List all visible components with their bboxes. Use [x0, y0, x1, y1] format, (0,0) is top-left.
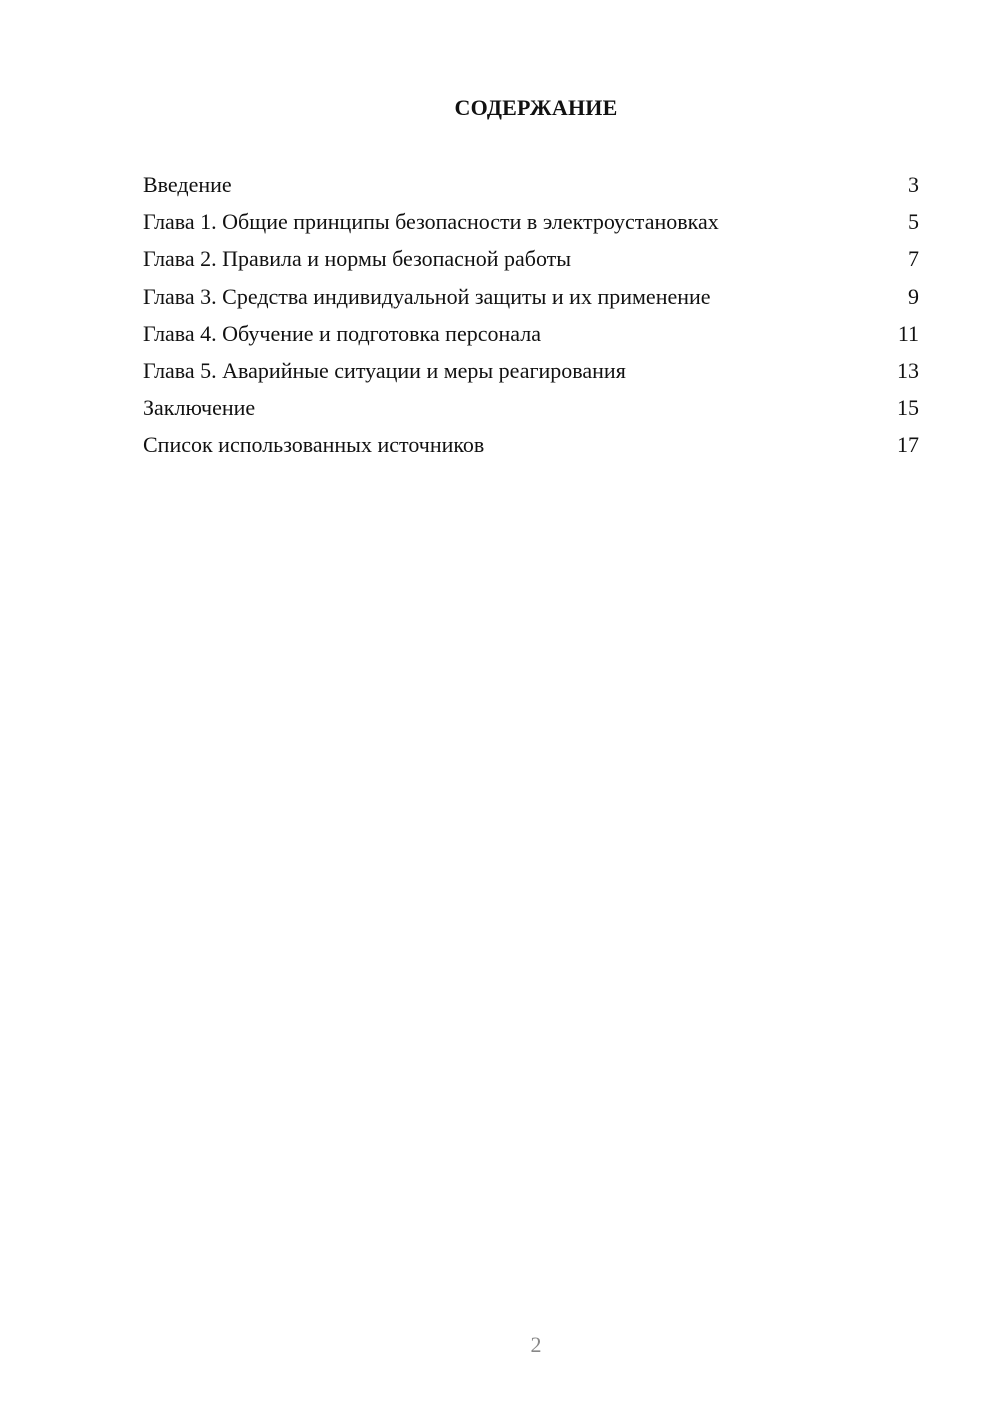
toc-entry-label: Введение: [143, 172, 232, 197]
toc-entry-page: 15: [897, 395, 919, 421]
page-number: 2: [530, 1332, 542, 1357]
toc-entry-label: Заключение: [143, 395, 256, 421]
toc-title: СОДЕРЖАНИЕ: [454, 95, 618, 120]
toc-entry-label: Глава 2. Правила и нормы безопасной работы: [143, 246, 572, 272]
toc-entry: [143, 242, 919, 279]
toc-entry-label: Список использованных источников: [143, 432, 485, 458]
toc-entry: [143, 280, 919, 317]
toc-entry: [143, 391, 919, 428]
toc-entry-page: 11: [897, 320, 919, 346]
toc-entry: [143, 354, 919, 391]
toc-entry-label: Глава 4. Обучение и подготовка персонала: [143, 320, 541, 346]
toc-entry-page: 7: [908, 246, 919, 272]
toc-entry-page: 5: [908, 209, 919, 235]
toc-entry-label: Глава 5. Аварийные ситуации и меры реагирования: [143, 357, 626, 383]
toc-entry: [143, 428, 919, 465]
toc-entry: [143, 205, 919, 242]
toc-entry-page: 9: [908, 283, 919, 309]
toc-entry-page: 17: [897, 432, 919, 458]
toc-entry-label: Глава 1. Общие принципы безопасности в электроустановках: [143, 209, 719, 235]
table-of-contents: [143, 168, 919, 466]
toc-entry-page: 3: [908, 172, 919, 197]
toc-entry-page: 13: [897, 357, 919, 383]
toc-entry: [143, 317, 919, 354]
toc-entry-label: Глава 3. Средства индивидуальной защиты и их применение: [143, 283, 711, 309]
toc-entry: [143, 168, 919, 205]
